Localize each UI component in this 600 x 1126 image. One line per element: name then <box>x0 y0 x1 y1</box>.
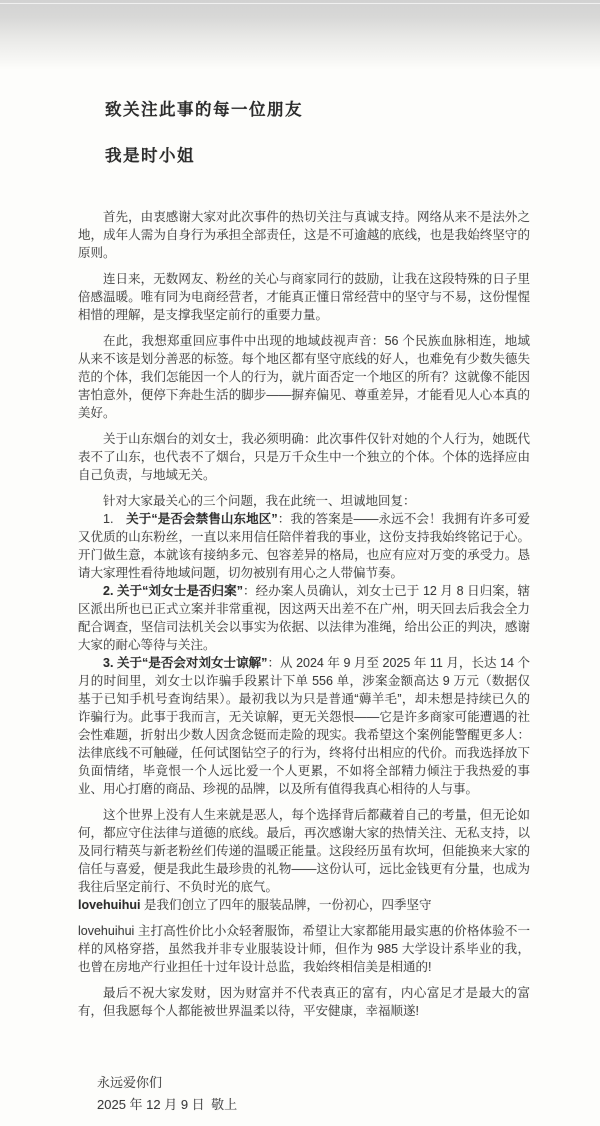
qa-item-1 <box>78 510 530 582</box>
paragraph-ms-liu-clarification: 关于山东烟台的刘女士，我必须明确：此次事件仅针对她的个人行为，她既代表不了山东，也代表不了烟台，只是万千众生中一个独立的个体。个体的选择应由自己负责，与地域无关。 <box>78 432 530 482</box>
paragraph-blessing: 最后不祝大家发财，因为财富并不代表真正的富有，内心富足才是最大的富有，但我愿每个人都能被世界温柔以待，平安健康，幸福顺遂! <box>78 986 530 1018</box>
brand-intro-line <box>78 896 530 914</box>
brand-description-line: lovehuihui 主打高性价比小众轻奢服饰，希望让大家都能用最实惠的价格体验不一样的风格穿搭，虽然我并非专业服装设计师，但作为 985 大学设计系毕业的我，也曾在房地产行业担任十过年设计总监，我始终相信美是相通的! <box>78 924 530 974</box>
brand-intro-rest: 是我们创立了四年的服装品牌，一份初心，四季坚守 <box>140 898 432 912</box>
paragraph-thanks: 首先，由衷感谢大家对此次事件的热切关注与真诚支持。网络从来不是法外之地，成年人需为自身行为承担全部责任，这是不可逾越的底线，也是我始终坚守的原则。 <box>78 210 530 260</box>
letter-body <box>78 208 530 1020</box>
signature-block <box>97 1072 530 1116</box>
paragraph-encouragement: 连日来，无数网友、粉丝的关心与商家同行的鼓励，让我在这段特殊的日子里倍感温暖。唯有同为电商经营者，才能真正懂日常经营中的坚守与不易，这份惺惺相惜的理解，是支撑我坚定前行的重要力量。 <box>78 272 530 322</box>
qa-2-heading: 2. 关于“刘女士是否归案” <box>103 584 243 598</box>
qa-1-number: 1. <box>103 512 126 526</box>
photo-top-hairline <box>0 3 600 4</box>
qa-1-body: ：我的答案是——永远不会！我拥有许多可爱又优质的山东粉丝，一直以来用信任陪伴着我的事业，这份支持我始终铭记于心。开门做生意，本就该有接纳多元、包容差异的格局，也应有应对万变的承受力。恳请大家理性看待地域问题，切勿被别有用心之人带偏节奏。 <box>78 512 530 580</box>
photo-top-shade <box>0 0 600 70</box>
signature-date: 2025 年 12 月 9 日 敬上 <box>97 1097 238 1112</box>
qa-3-heading: 3. 关于“是否会对刘女士谅解” <box>103 656 268 670</box>
qa-2-body: ：经办案人员确认，刘女士已于 12 月 8 日归案，辖区派出所也已正式立案并非常重视，因这两天出差不在广州，明天回去后我会全力配合调查，坚信司法机关会以事实为依据、以法律为准绳，给出公正的判决，感谢大家的耐心等待与关注。 <box>78 584 530 652</box>
letter-sheet <box>78 96 530 1116</box>
paragraph-final-thanks: 这个世界上没有人生来就是恶人，每个选择背后都藏着自己的考量，但无论如何，都应守住法律与道德的底线。最后，再次感谢大家的热情关注、无私支持，以及同行精英与新老粉丝们传递的温暖正能量。这段经历虽有坎坷，但能换来大家的信任与喜爱，便是我此生最珍贵的礼物——这份认可，远比金钱更有分量，也成为我往后坚定前行、不负时光的底气。 <box>78 808 530 894</box>
qa-1-heading: 关于“是否会禁售山东地区” <box>125 512 278 526</box>
qa-item-3 <box>78 654 530 798</box>
letter-author-line: 我是时小姐 <box>105 147 195 165</box>
letter-title: 致关注此事的每一位朋友 <box>105 101 303 119</box>
qa-3-body: ：从 2024 年 9 月至 2025 年 11 月，长达 14 个月的时间里，刘女士以诈骗手段累计下单 556 单，涉案金额高达 9 万元（数据仅基于已知手机号查询结果）。最初我以为只是普通“薅羊毛”，却未想是持续已久的诈骗行为。此事于我而言，无关谅解，更无关怨恨——它是许多商家可能遭遇的社会性难题，折射出少数人因贪念铤而走险的现实。我希望这个案例能警醒更多人：法律底线不可触碰，任何试图钻空子的行为，终将付出相应的代价。而我选择放下负面情绪，毕竟恨一个人远比爱一个人更累，不如将全部精力倾注于我热爱的事业、用心打磨的商品、珍视的品牌，以及所有值得我真心相待的人与事。 <box>78 656 530 796</box>
signature-closing: 永远爱你们 <box>97 1075 163 1090</box>
paragraph-region-response: 在此，我想郑重回应事件中出现的地域歧视声音：56 个民族血脉相连，地域从来不该是划分善恶的标签。每个地区都有坚守底线的好人，也难免有少数失德失范的个体，我们怎能因一个人的行为，就片面否定一个地区的所有？这就像不能因害怕意外，便停下奔赴生活的脚步——摒弃偏见、尊重差异，才能看见人心本真的美好。 <box>78 334 530 420</box>
paragraph-three-questions-intro: 针对大家最关心的三个问题，我在此统一、坦诚地回复： <box>103 494 416 508</box>
qa-item-2 <box>78 582 530 654</box>
brand-name-bold: lovehuihui <box>78 898 141 912</box>
